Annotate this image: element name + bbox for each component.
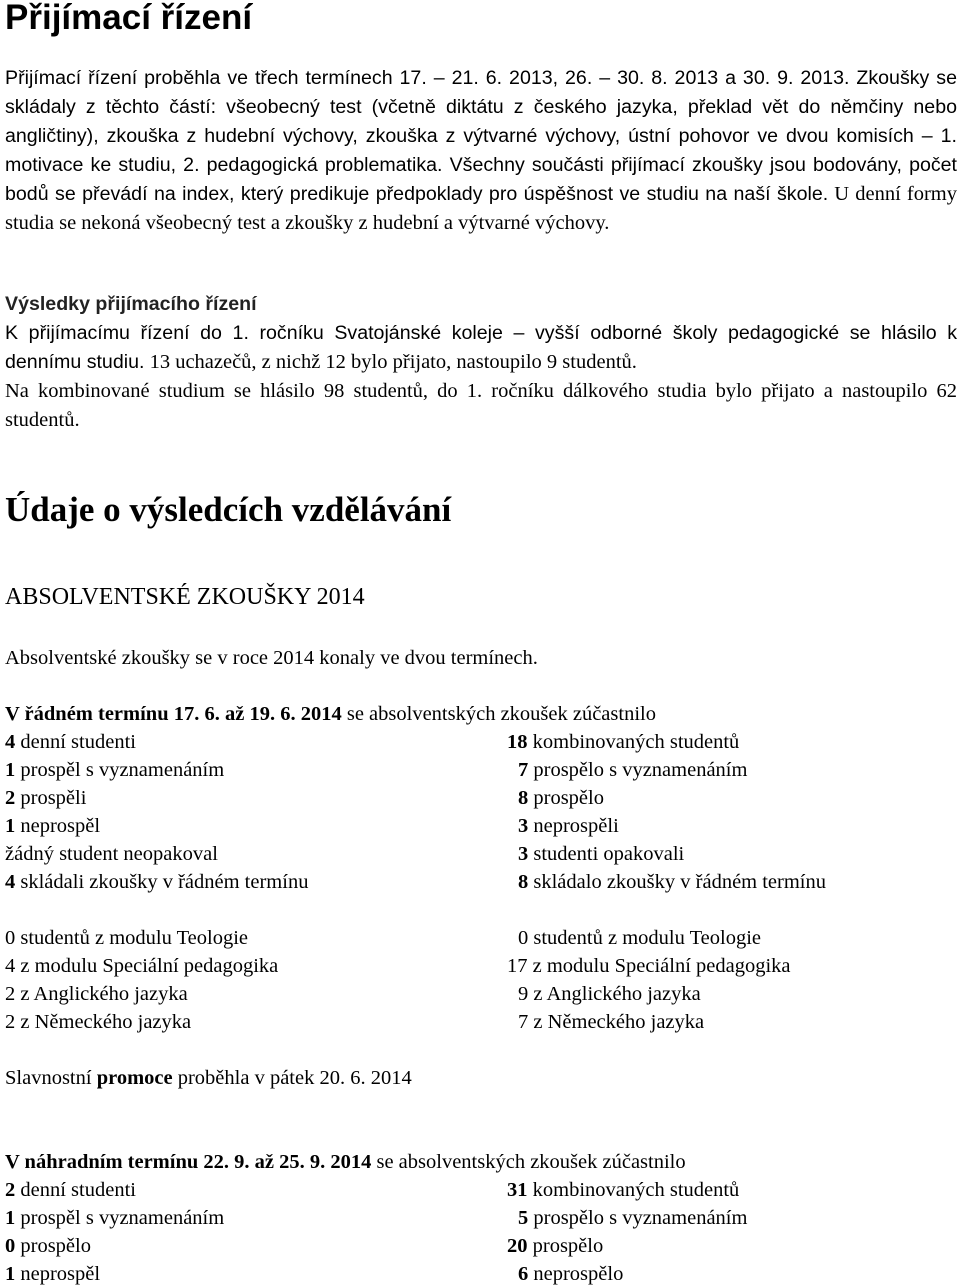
module-row	[5, 1008, 955, 1036]
result-left-cell	[5, 784, 86, 812]
result-row	[5, 840, 955, 868]
result-right-text: neprospělo	[528, 1263, 624, 1285]
result-right-count: 7	[518, 759, 529, 781]
result-row	[5, 868, 955, 896]
admission-results-text: K přijímacímu řízení do 1. ročníku Svatojánské koleje – vyšší odborné školy pedagogické se hlásilo k dennímu studiu.	[5, 322, 957, 373]
result-right-text: prospělo s vyznamenáním	[528, 1207, 748, 1229]
result-right-count: 3	[518, 843, 529, 865]
result-right-count: 18	[507, 731, 528, 753]
ceremony-text-post: proběhla v pátek 20. 6. 2014	[172, 1067, 412, 1089]
module-right-cell: 0 studentů z modulu Teologie	[518, 927, 762, 949]
result-left-count: 2	[5, 787, 16, 809]
resit-term-dates: V náhradním termínu 22. 9. až 25. 9. 2014	[5, 1151, 372, 1173]
education-results-title: Údaje o výsledcích vzdělávání	[5, 490, 452, 529]
ceremony-text-pre: Slavnostní	[5, 1067, 97, 1089]
result-left-count: 2	[5, 1179, 16, 1201]
result-left-text: denní studenti	[15, 731, 136, 753]
result-right-count: 31	[507, 1179, 528, 1201]
result-left-cell	[5, 1176, 136, 1204]
result-right-text: studenti opakovali	[528, 843, 685, 865]
result-right-cell	[518, 868, 826, 896]
module-row	[5, 952, 955, 980]
result-left-cell	[5, 756, 224, 784]
admission-results-heading: Výsledky přijímacího řízení	[5, 293, 257, 315]
result-right-cell	[518, 812, 619, 840]
result-right-count: 8	[518, 871, 529, 893]
result-right-cell	[518, 784, 604, 812]
module-row	[5, 980, 955, 1008]
result-left-count: 0	[5, 1235, 16, 1257]
result-row	[5, 1260, 955, 1288]
result-right-cell	[507, 1176, 739, 1204]
result-right-cell	[507, 728, 739, 756]
result-left-count: 1	[5, 815, 16, 837]
result-left-cell	[5, 1232, 91, 1260]
regular-term-heading	[5, 700, 656, 728]
result-right-text: prospělo s vyznamenáním	[528, 759, 748, 781]
result-right-text: prospělo	[528, 787, 604, 809]
result-left-text: prospěl s vyznamenáním	[15, 759, 225, 781]
result-left-text: skládali zkoušky v řádném termínu	[15, 871, 309, 893]
result-right-text: skládalo zkoušky v řádném termínu	[528, 871, 827, 893]
result-right-cell	[518, 1260, 623, 1288]
result-row	[5, 812, 955, 840]
result-right-cell	[518, 1204, 747, 1232]
result-right-cell	[518, 756, 747, 784]
result-row	[5, 1232, 955, 1260]
module-right-cell: 9 z Anglického jazyka	[518, 983, 701, 1005]
result-left-count: 4	[5, 731, 16, 753]
result-left-text: žádný student neopakoval	[5, 843, 218, 865]
result-row	[5, 1176, 955, 1204]
result-left-text: prospěli	[15, 787, 87, 809]
result-left-cell	[5, 868, 308, 896]
result-left-text: neprospěl	[15, 1263, 101, 1285]
result-row	[5, 728, 955, 756]
result-right-count: 8	[518, 787, 529, 809]
result-left-text: prospěl s vyznamenáním	[15, 1207, 225, 1229]
module-left-cell: 2 z Anglického jazyka	[5, 983, 188, 1005]
result-right-text: kombinovaných studentů	[527, 1179, 740, 1201]
result-left-cell	[5, 840, 218, 868]
module-right-cell: 7 z Německého jazyka	[518, 1011, 705, 1033]
graduation-ceremony-text	[5, 1064, 412, 1092]
ceremony-promotion-word: promoce	[96, 1067, 173, 1089]
result-left-text: neprospěl	[15, 815, 101, 837]
graduation-intro-text: Absolventské zkoušky se v roce 2014 konaly ve dvou termínech.	[5, 647, 538, 669]
result-left-cell	[5, 1204, 224, 1232]
result-right-count: 5	[518, 1207, 529, 1229]
module-row	[5, 924, 955, 952]
module-right-cell: 17 z modulu Speciální pedagogika	[507, 955, 791, 977]
result-row	[5, 756, 955, 784]
result-row	[5, 1204, 955, 1232]
admission-results-section	[5, 291, 957, 435]
resit-term-heading-rest: se absolventských zkoušek zúčastnilo	[371, 1151, 686, 1173]
admission-results-paragraph	[5, 319, 957, 377]
result-left-count: 1	[5, 1207, 16, 1229]
result-right-count: 20	[507, 1235, 528, 1257]
result-right-cell	[507, 1232, 603, 1260]
result-left-cell	[5, 728, 136, 756]
result-left-cell	[5, 1260, 100, 1288]
result-right-text: prospělo	[527, 1235, 604, 1257]
admission-intro-paragraph	[5, 64, 957, 238]
result-left-count: 4	[5, 871, 16, 893]
result-right-text: kombinovaných studentů	[527, 731, 740, 753]
result-left-text: denní studenti	[15, 1179, 136, 1201]
regular-term-heading-rest: se absolventských zkoušek zúčastnilo	[341, 703, 656, 725]
result-row	[5, 784, 955, 812]
resit-term-heading	[5, 1148, 686, 1176]
module-left-cell: 0 studentů z modulu Teologie	[5, 927, 249, 949]
result-left-text: prospělo	[15, 1235, 91, 1257]
admission-title: Přijímací řízení	[5, 0, 253, 37]
regular-term-dates: V řádném termínu 17. 6. až 19. 6. 2014	[5, 703, 342, 725]
result-right-cell	[518, 840, 684, 868]
graduation-exams-subtitle: ABSOLVENTSKÉ ZKOUŠKY 2014	[5, 584, 365, 610]
admission-intro-daily-form-text: U denní formy studia se nekoná všeobecný test a zkoušky z hudební a výtvarné výchovy.	[5, 183, 957, 234]
result-left-cell	[5, 812, 100, 840]
admission-results-counts-text: 13 uchazečů, z nichž 12 bylo přijato, nastoupilo 9 studentů.	[144, 351, 637, 373]
admission-intro-text: Přijímací řízení proběhla ve třech termínech 17. – 21. 6. 2013, 26. – 30. 8. 2013 a 30. 9. 2013. Zkoušky se skládaly z těchto částí: všeobecný test (včetně diktátu z českého jazyka, překlad vět do němčiny nebo angličtiny), zkouška z hudební výchovy, zkouška z výtvarné výchovy, ústní pohovor ve dvou komisích – 1. motivace ke studiu, 2. pedagogická problematika. Všechny součásti přijímací zkoušky jsou bodovány, počet bodů se převádí na index, který predikuje předpoklady pro úspěšnost ve studiu na naší škole.	[5, 67, 957, 205]
module-left-cell: 4 z modulu Speciální pedagogika	[5, 955, 279, 977]
result-right-count: 3	[518, 815, 529, 837]
result-left-count: 1	[5, 1263, 16, 1285]
result-right-count: 6	[518, 1263, 529, 1285]
module-left-cell: 2 z Německého jazyka	[5, 1011, 192, 1033]
result-right-text: neprospěli	[528, 815, 619, 837]
admission-results-combined-paragraph: Na kombinované studium se hlásilo 98 studentů, do 1. ročníku dálkového studia bylo přijato a nastoupilo 62 studentů.	[5, 380, 957, 431]
result-left-count: 1	[5, 759, 16, 781]
